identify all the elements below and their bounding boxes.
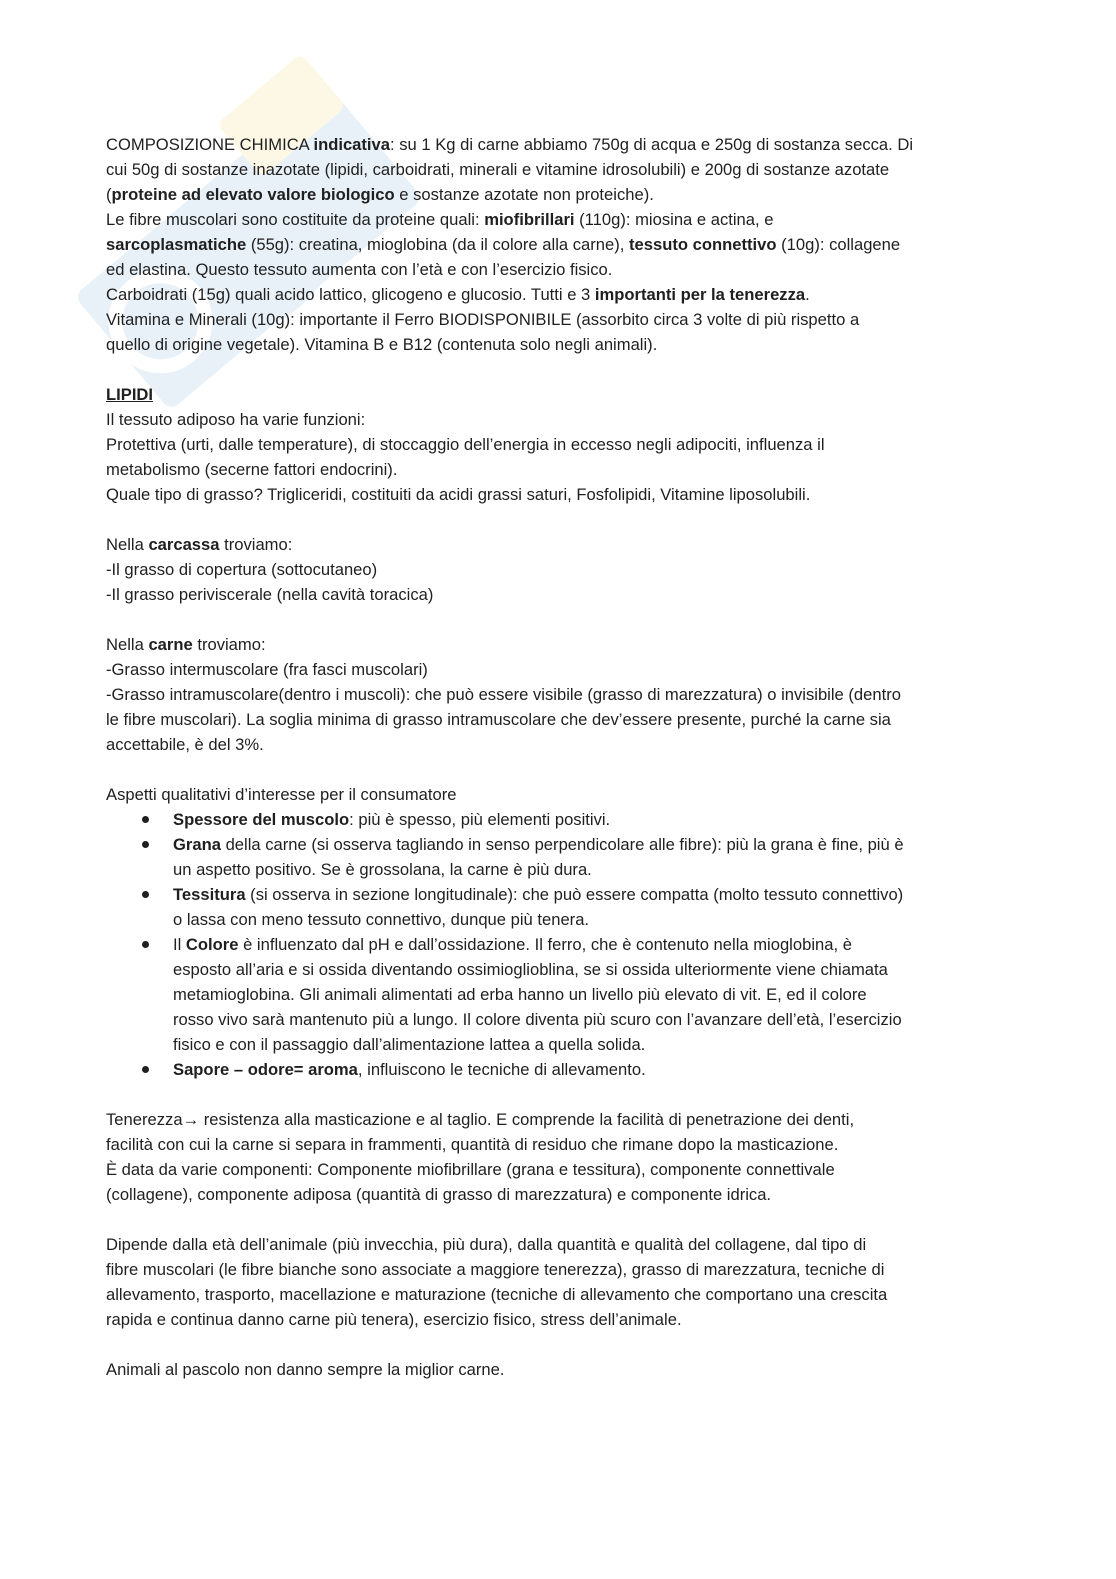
text-line: -Grasso intermuscolare (fra fasci muscolari) [106,660,428,679]
bullet-list [106,807,1006,1082]
text-line: Tenerezza→ resistenza alla masticazione e al taglio. E comprende la facilità di penetrazione dei denti, [106,1110,855,1129]
text-line: allevamento, trasporto, macellazione e maturazione (tecniche di allevamento che comportano una crescita [106,1285,888,1304]
list-item: Tessitura (si osserva in sezione longitudinale): che può essere compatta (molto tessuto connettivo) o lassa con meno tessuto connettivo, dunque più tenera. [106,882,1006,932]
text-line: È data da varie componenti: Componente miofibrillare (grana e tessitura), componente connettivale [106,1160,835,1179]
text-line: accettabile, è del 3%. [106,735,264,754]
text-line: (collagene), componente adiposa (quantità di grasso di marezzatura) e componente idrica. [106,1185,772,1204]
text-line: rapida e continua danno carne più tenera), esercizio fisico, stress dell’animale. [106,1310,682,1329]
text-line: Il tessuto adiposo ha varie funzioni: [106,410,366,429]
text-line: Quale tipo di grasso? Trigliceridi, costituiti da acidi grassi saturi, Fosfolipidi, Vitamine liposolubili. [106,485,811,504]
text-line: Nella carne troviamo: [106,635,266,654]
text-line: cui 50g di sostanze inazotate (lipidi, carboidrati, minerali e vitamine idrosolubili) e 200g di sostanze azotate [106,160,890,179]
text-line: Animali al pascolo non danno sempre la miglior carne. [106,1360,505,1379]
text-line: -Il grasso periviscerale (nella cavità toracica) [106,585,434,604]
list-item: Grana della carne (si osserva tagliando in senso perpendicolare alle fibre): più la grana è fine, più è un aspetto positivo. Se è grossolana, la carne è più dura. [106,832,1006,882]
text-line: Carboidrati (15g) quali acido lattico, glicogeno e glucosio. Tutti e 3 importanti per la tenerezza. [106,285,810,304]
text-line: -Grasso intramuscolare(dentro i muscoli): che può essere visibile (grasso di marezzatura) o invisibile (dentro [106,685,901,704]
text-line: Dipende dalla età dell’animale (più invecchia, più dura), dalla quantità e qualità del collagene, dal tipo di [106,1235,867,1254]
text-line: facilità con cui la carne si separa in frammenti, quantità di residuo che rimane dopo la masticazione. [106,1135,839,1154]
list-item: Il Colore è influenzato dal pH e dall’ossidazione. Il ferro, che è contenuto nella mioglobina, è esposto all’aria e si ossida diventando ossimioglioblina, se si ossida ulteriormente viene chiamata metamioglobina. Gli animali alimentati ad erba hanno un livello più elevato di vit. E, ed il colore rosso vivo sarà mantenuto più a lungo. Il colore diventa più scuro con l’avanzare dell’età, l’esercizio fisico e con il passaggio dall’alimentazione lattea a quella solida. [106,932,1006,1057]
text-line: Nella carcassa troviamo: [106,535,293,554]
text-line: (proteine ad elevato valore biologico e sostanze azotate non proteiche). [106,185,654,204]
list-item: Sapore – odore= aroma, influiscono le tecniche di allevamento. [106,1057,1006,1082]
section-heading-lipidi: LIPIDI [106,385,154,404]
text-line: metabolismo (secerne fattori endocrini). [106,460,398,479]
text-line: Protettiva (urti, dalle temperature), di stoccaggio dell’energia in eccesso negli adipociti, influenza il [106,435,825,454]
text-line: Vitamina e Minerali (10g): importante il Ferro BIODISPONIBILE (assorbito circa 3 volte di più rispetto a [106,310,860,329]
text-line: le fibre muscolari). La soglia minima di grasso intramuscolare che dev’essere presente, purché la carne sia [106,710,891,729]
text-line: COMPOSIZIONE CHIMICA indicativa: su 1 Kg di carne abbiamo 750g di acqua e 250g di sostanza secca. Di [106,135,914,154]
text-line: fibre muscolari (le fibre bianche sono associate a maggiore tenerezza), grasso di marezzatura, tecniche di [106,1260,885,1279]
text-line: Le fibre muscolari sono costituite da proteine quali: miofibrillari (110g): miosina e actina, e [106,210,774,229]
text-line: quello di origine vegetale). Vitamina B e B12 (contenuta solo negli animali). [106,335,658,354]
text-line: ed elastina. Questo tessuto aumenta con l’età e con l’esercizio fisico. [106,260,613,279]
text-line: -Il grasso di copertura (sottocutaneo) [106,560,378,579]
list-item: Spessore del muscolo: più è spesso, più elementi positivi. [106,807,1006,832]
document-body [106,132,1006,1382]
arrow-right-icon: → [182,1110,200,1129]
text-line: sarcoplasmatiche (55g): creatina, mioglobina (da il colore alla carne), tessuto connettivo (10g): collagene [106,235,901,254]
text-line: Aspetti qualitativi d’interesse per il consumatore [106,785,457,804]
